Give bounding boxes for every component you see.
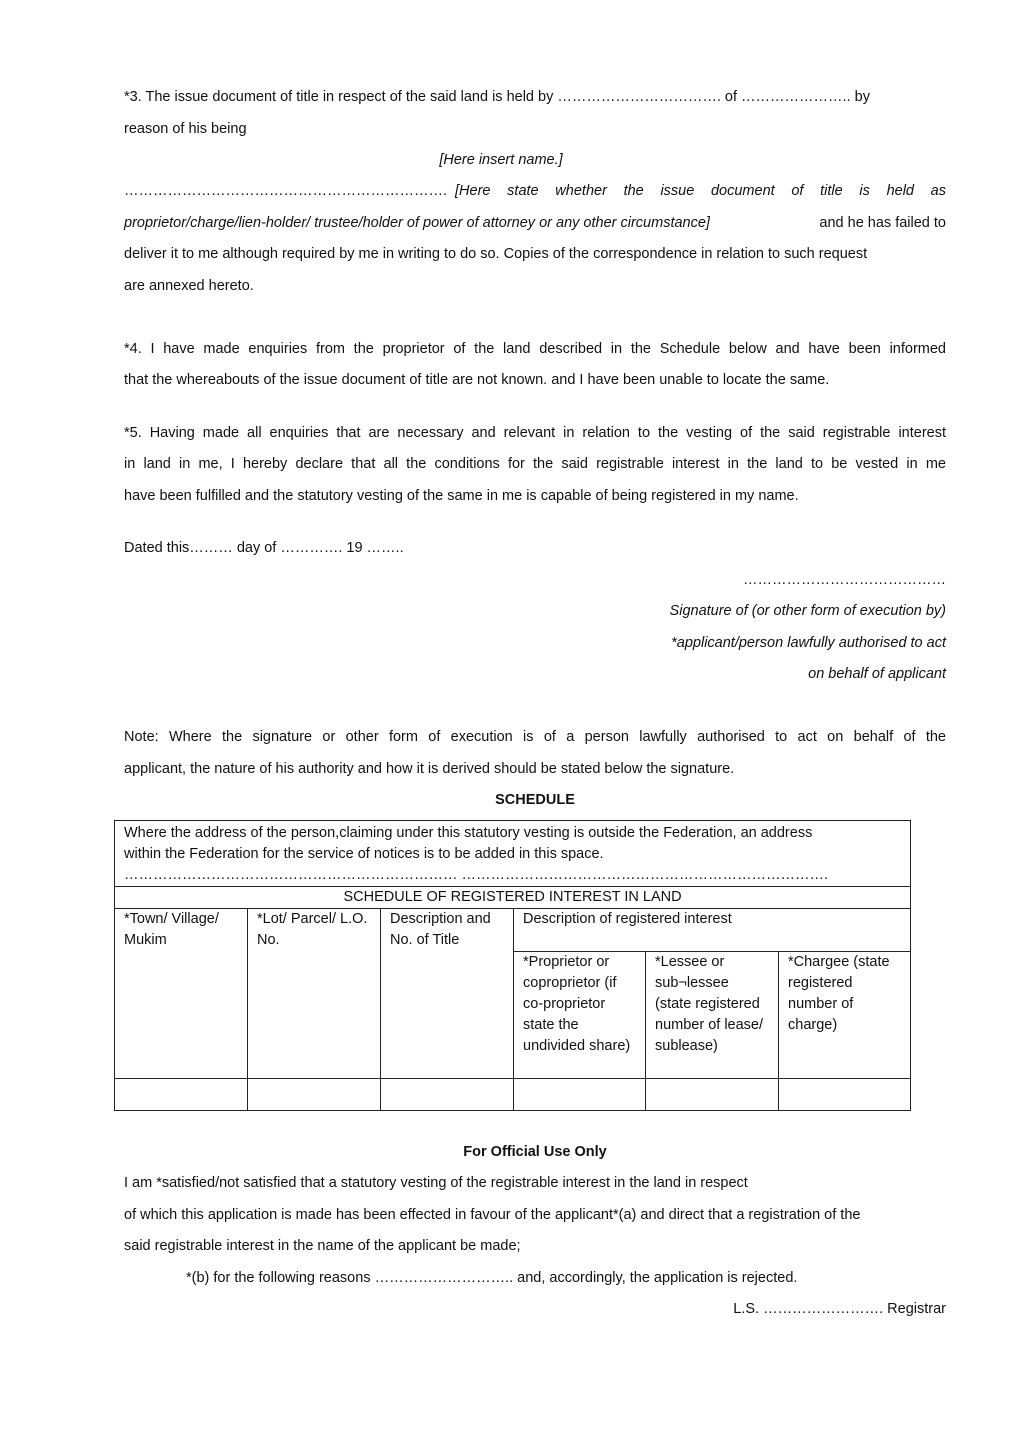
para3-line6: deliver it to me although required by me in writing to do so. Copies of the correspondence in relation to such request [124,246,868,262]
para3-line7: are annexed hereto. [124,278,254,294]
address-line1: Where the address of the person,claiming under this statutory vesting is outside the Federation, an address [124,825,813,841]
sub-chargee-header: *Chargee (state registered number of charge) [779,952,911,1079]
entry-desc-cell[interactable] [381,1079,514,1111]
para5-line3: have been fulfilled and the statutory vesting of the same in me is capable of being registered in my name. [124,488,799,504]
para3-dots: …………………………………………………………. [124,183,448,199]
para3-line5-rest: and he has failed to [819,215,946,231]
sub-lessee-header: *Lessee or sub¬lessee (state registered number of lease/ sublease) [646,952,779,1079]
para5-line2: in land in me, I hereby declare that all the conditions for the said registrable interest in the land to be vested in me [124,456,946,472]
entry-proprietor-cell[interactable] [514,1079,646,1111]
registrar-line: L.S. ……………………. Registrar [733,1301,946,1317]
address-line2: within the Federation for the service of notices is to be added in this space. [124,846,604,862]
entry-town-cell[interactable] [115,1079,248,1111]
signature-dots: …………………………………… [743,572,946,588]
schedule-heading: SCHEDULE OF REGISTERED INTEREST IN LAND [115,887,911,909]
address-row [115,821,911,887]
dated-line: Dated this……… day of …………. 19 …….. [124,540,404,556]
entry-lot-cell[interactable] [248,1079,381,1111]
para4-line2: that the whereabouts of the issue document of title are not known. and I have been unable to locate the same. [124,372,830,388]
note-line2: applicant, the nature of his authority and how it is derived should be stated below the signature. [124,761,735,777]
signature-line1: Signature of (or other form of execution by) [669,603,946,619]
col-desc-header: Description and No. of Title [381,909,514,1079]
insert-name-label: [Here insert name.] [439,152,563,168]
para4-line1: *4. I have made enquiries from the proprietor of the land described in the Schedule below and have been informed [124,341,946,357]
official-line2: of which this application is made has been effected in favour of the applicant*(a) and direct that a registration of the [124,1207,861,1223]
para3-line2: reason of his being [124,121,247,137]
para3-italic-note: [Here state whether the issue document of title is held as [455,183,946,199]
col-town-header: *Town/ Village/ Mukim [115,909,248,1079]
sub-proprietor-header: *Proprietor or coproprietor (if co-proprietor state the undivided share) [514,952,646,1079]
col-interest-header: Description of registered interest [514,909,911,952]
para3-line5 [124,214,946,232]
para3-italic-capacity: proprietor/charge/lien-holder/ trustee/holder of power of attorney or any other circumstance] [124,215,710,231]
signature-line3: on behalf of applicant [808,666,946,682]
official-line4: *(b) for the following reasons ……………………….. and, accordingly, the application is rejected. [186,1270,798,1286]
entry-lessee-cell[interactable] [646,1079,779,1111]
para3-line4 [124,182,946,200]
address-cell [115,821,911,887]
note-line1: Note: Where the signature or other form of execution is of a person lawfully authorised to act on behalf of the [124,729,946,745]
signature-line2: *applicant/person lawfully authorised to act [671,635,946,651]
schedule-title: SCHEDULE [495,792,575,808]
official-line3: said registrable interest in the name of the applicant be made; [124,1238,521,1254]
para5-line1: *5. Having made all enquiries that are necessary and relevant in relation to the vesting of the said registrable interest [124,425,946,441]
official-line1: I am *satisfied/not satisfied that a statutory vesting of the registrable interest in the land in respect [124,1175,748,1191]
para3-insert-name-note [124,151,946,169]
schedule-table [114,820,911,1111]
para3-line1: *3. The issue document of title in respect of the said land is held by ……………………………. of ………………….. by [124,89,870,105]
address-line3: …………………………………………………………… …………………………………………………………………. [124,867,829,883]
entry-chargee-cell[interactable] [779,1079,911,1111]
column-header-row [115,909,911,952]
table-row [115,1079,911,1111]
col-lot-header: *Lot/ Parcel/ L.O. No. [248,909,381,1079]
schedule-heading-row [115,887,911,909]
official-title: For Official Use Only [463,1144,607,1160]
